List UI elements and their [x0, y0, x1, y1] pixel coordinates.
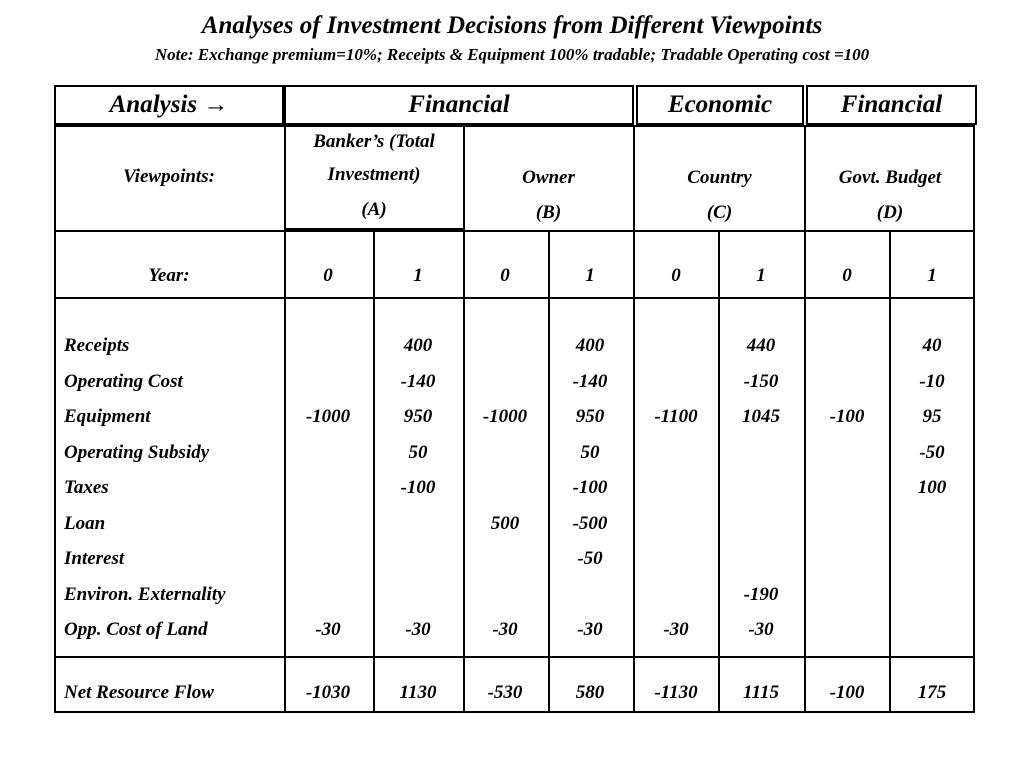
net-cell: 580	[575, 682, 605, 703]
table-cell: -50	[919, 441, 945, 463]
table-bottom-line	[54, 711, 975, 713]
table-cell: -1000	[482, 406, 528, 427]
row-label: Environ. Externality	[64, 583, 226, 605]
table-cell: 1045	[742, 406, 780, 427]
year-cell: 0	[500, 265, 510, 286]
net-resource-flow-label: Net Resource Flow	[64, 682, 214, 703]
financial-header-b-label: Financial	[840, 91, 943, 118]
table-cell: -1100	[654, 406, 698, 427]
table-cell: -30	[663, 619, 689, 640]
table-cell: -100	[400, 477, 436, 498]
year-cell: 0	[323, 265, 333, 286]
table-cell: -1000	[305, 406, 351, 427]
viewpoint-b-line2: (B)	[535, 202, 562, 223]
table-cell: -10	[919, 370, 945, 392]
table-cell: -150	[743, 370, 779, 392]
table-cell: -140	[572, 370, 608, 392]
table-left-border	[54, 127, 56, 713]
table-cell: 40	[922, 335, 942, 356]
divider-a-years	[373, 230, 375, 713]
table-cell: -50	[577, 548, 603, 569]
table-cell: 500	[490, 512, 520, 534]
row-label: Loan	[64, 512, 106, 534]
viewpoints-label: Viewpoints:	[123, 166, 215, 187]
row-label: Operating Cost	[64, 370, 183, 392]
table-cell: 95	[922, 406, 942, 427]
header-bottom-line	[54, 125, 975, 127]
table-cell: 50	[580, 441, 600, 463]
viewpoint-c-line1: Country	[687, 167, 752, 188]
net-cell: 1115	[743, 682, 779, 703]
viewpoint-a-line2: Investment)	[327, 164, 421, 185]
viewpoint-b-line1: Owner	[522, 167, 575, 188]
table-cell: -30	[405, 619, 431, 640]
table-cell: -500	[572, 512, 608, 534]
net-top-line	[54, 656, 975, 658]
net-cell: 175	[917, 682, 947, 703]
financial-header-b	[806, 85, 977, 125]
net-cell: 1130	[399, 682, 437, 703]
financial-header-a	[284, 85, 634, 125]
page-note: Note: Exchange premium=10%; Receipts & Equipment 100% tradable; Tradable Operating cost =100	[154, 45, 870, 64]
row-label: Operating Subsidy	[64, 441, 210, 463]
net-cell: -530	[487, 682, 523, 703]
table-cell: -100	[572, 477, 608, 498]
viewpoint-a-line3: (A)	[361, 199, 387, 220]
viewpoint-d-line1: Govt. Budget	[838, 167, 942, 188]
table-cell: 400	[575, 335, 605, 356]
table-cell: -100	[829, 406, 865, 427]
year-label: Year:	[148, 265, 190, 286]
table-cell: 400	[403, 335, 433, 356]
table-cell: -140	[400, 370, 436, 392]
table-cell: 950	[575, 406, 605, 427]
row-label: Taxes	[64, 477, 109, 498]
year-cell: 1	[927, 265, 937, 286]
row-label: Interest	[64, 548, 125, 569]
economic-header-label: Economic	[667, 91, 773, 118]
row-label: Equipment	[64, 406, 151, 427]
page-title: Analyses of Investment Decisions from Different Viewpoints	[201, 12, 823, 39]
year-cell: 1	[756, 265, 766, 286]
year-cell: 0	[842, 265, 852, 286]
row-label: Opp. Cost of Land	[64, 619, 208, 640]
analysis-header	[54, 85, 284, 125]
financial-header-a-label: Financial	[408, 91, 510, 118]
table-cell: 100	[917, 477, 947, 498]
viewpoint-d-line2: (D)	[876, 202, 904, 223]
viewpoint-c-line2: (C)	[706, 202, 733, 223]
table-cell: 50	[408, 441, 428, 463]
viewpoints-bottom-line	[54, 230, 975, 232]
year-cell: 1	[413, 265, 423, 286]
year-cell: 0	[671, 265, 681, 286]
analysis-header-label: Analysis →	[109, 91, 229, 118]
table-cell: -30	[315, 619, 341, 640]
net-cell: -1030	[305, 682, 351, 703]
table-cell: -30	[577, 619, 603, 640]
row-label: Receipts	[64, 335, 130, 356]
table-cell: -30	[492, 619, 518, 640]
table-cell: 440	[746, 335, 776, 356]
table-cell: 950	[403, 406, 433, 427]
year-cell: 1	[585, 265, 595, 286]
table-cell: -190	[743, 583, 779, 605]
net-cell: -100	[829, 682, 865, 703]
net-cell: -1130	[654, 682, 698, 703]
viewpoint-a-line1: Banker’s (Total	[313, 131, 435, 152]
table-cell: -30	[748, 619, 774, 640]
economic-header	[636, 85, 804, 125]
year-bottom-line	[54, 297, 975, 299]
